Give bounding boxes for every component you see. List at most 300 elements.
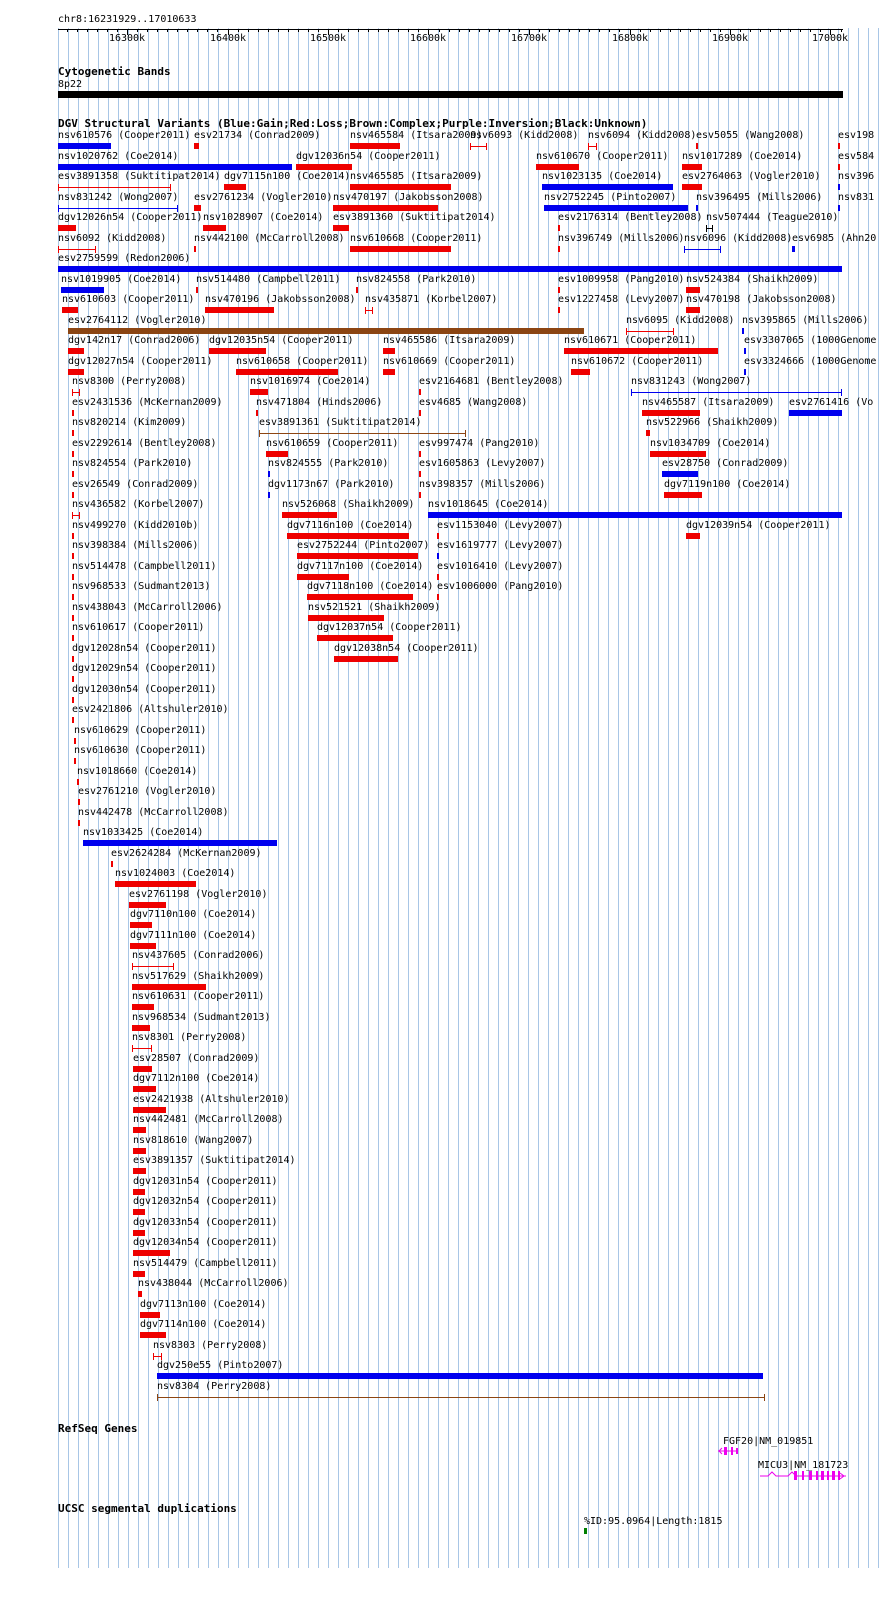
variant-bar[interactable] (419, 410, 421, 416)
variant-label[interactable]: dgv7112n100 (Coe2014) (133, 1073, 260, 1084)
variant-label[interactable]: nsv968533 (Sudmant2013) (72, 581, 211, 592)
variant-bar[interactable] (194, 205, 201, 211)
variant-bar[interactable] (132, 1004, 154, 1010)
variant-bar[interactable] (838, 184, 840, 190)
gene-fgf20-glyph[interactable] (716, 1446, 740, 1456)
variant-bar[interactable] (68, 369, 84, 375)
cytoband-bar[interactable] (58, 91, 843, 98)
variant-label[interactable]: nsv526068 (Shaikh2009) (282, 499, 415, 510)
variant-bar[interactable] (437, 574, 439, 580)
variant-bar[interactable] (682, 164, 702, 170)
variant-bar[interactable] (194, 143, 199, 149)
gene-micu3-glyph[interactable] (758, 1470, 848, 1482)
variant-label[interactable]: esv1006000 (Pang2010) (437, 581, 564, 592)
variant-label[interactable]: nsv514480 (Campbell2011) (196, 274, 341, 285)
variant-bar[interactable] (140, 1332, 166, 1338)
variant-label[interactable]: nsv8301 (Perry2008) (132, 1032, 247, 1043)
variant-bar[interactable] (62, 307, 78, 313)
variant-label[interactable]: nsv442100 (McCarroll2008) (194, 233, 345, 244)
variant-bar[interactable] (111, 861, 113, 867)
variant-bar[interactable] (72, 594, 74, 600)
ruler-minor-tick (117, 29, 118, 32)
variant-label[interactable]: esv2761198 (Vogler2010) (129, 889, 268, 900)
variant-label[interactable]: nsv1028907 (Coe2014) (203, 212, 324, 223)
variant-label[interactable]: nsv818610 (Wang2007) (133, 1135, 254, 1146)
variant-label[interactable]: esv1016410 (Levy2007) (437, 561, 564, 572)
variant-bar[interactable] (296, 164, 352, 170)
variant-label[interactable]: dgv7111n100 (Coe2014) (130, 930, 257, 941)
variant-label[interactable]: esv2421806 (Altshuler2010) (72, 704, 229, 715)
variant-label[interactable]: nsv442478 (McCarroll2008) (78, 807, 229, 818)
variant-label[interactable]: dgv7113n100 (Coe2014) (140, 1299, 267, 1310)
variant-label[interactable]: dgv12028n54 (Cooper2011) (72, 643, 217, 654)
variant-label[interactable]: esv2292614 (Bentley2008) (72, 438, 217, 449)
variant-label[interactable]: nsv1033425 (Coe2014) (83, 827, 204, 838)
variant-span-line[interactable] (58, 208, 178, 209)
variant-bar[interactable] (250, 389, 268, 395)
ruler-minor-tick (459, 29, 460, 32)
ruler-minor-tick (318, 29, 319, 32)
variant-bar[interactable] (157, 1373, 763, 1379)
variant-label[interactable]: nsv396495 (Mills2006) (696, 192, 823, 203)
variant-label[interactable]: nsv442481 (McCarroll2008) (133, 1114, 284, 1125)
track-title-segdup[interactable]: UCSC segmental duplications (58, 1502, 237, 1515)
variant-bar[interactable] (72, 635, 74, 641)
track-title-refseq[interactable]: RefSeq Genes (58, 1422, 138, 1435)
variant-label[interactable]: esv4685 (Wang2008) (419, 397, 528, 408)
variant-label[interactable]: esv28750 (Conrad2009) (662, 458, 789, 469)
variant-label[interactable]: nsv395865 (Mills2006) (742, 315, 869, 326)
variant-bar[interactable] (789, 410, 842, 416)
variant-bar[interactable] (350, 184, 451, 190)
gene-label-micu3[interactable]: MICU3|NM_181723 (758, 1460, 849, 1471)
variant-label[interactable]: esv2431536 (McKernan2009) (72, 397, 223, 408)
variant-label[interactable]: nsv1020762 (Coe2014) (58, 151, 179, 162)
variant-bar[interactable] (536, 164, 579, 170)
variant-bar[interactable] (72, 574, 74, 580)
variant-label[interactable]: nsv610658 (Cooper2011) (236, 356, 369, 367)
variant-bar[interactable] (437, 553, 439, 559)
variant-bar[interactable] (558, 307, 560, 313)
variant-label[interactable]: nsv438043 (McCarroll2006) (72, 602, 223, 613)
track-title-dgv[interactable]: DGV Structural Variants (Blue:Gain;Red:Loss;Brown:Complex;Purple:Inversion;Black:Unknown) (58, 117, 648, 130)
variant-bar[interactable] (564, 348, 718, 354)
variant-label[interactable]: nsv1023135 (Coe2014) (542, 171, 663, 182)
variant-bar[interactable] (61, 287, 104, 293)
variant-label[interactable]: nsv610672 (Cooper2011) (571, 356, 704, 367)
variant-bar[interactable] (356, 287, 358, 293)
variant-label[interactable]: nsv610671 (Cooper2011) (564, 335, 697, 346)
variant-bar[interactable] (542, 184, 673, 190)
variant-label[interactable]: nsv610659 (Cooper2011) (266, 438, 399, 449)
variant-label[interactable]: dgv12027n54 (Cooper2011) (68, 356, 213, 367)
variant-span-line[interactable] (132, 966, 174, 967)
segdup-feature[interactable] (584, 1528, 587, 1534)
variant-bar[interactable] (419, 389, 421, 395)
variant-span-line[interactable] (132, 1048, 152, 1049)
variant-label[interactable]: nsv470198 (Jakobsson2008) (686, 294, 837, 305)
variant-label[interactable]: dgv7116n100 (Coe2014) (287, 520, 414, 531)
variant-label[interactable]: nsv436582 (Korbel2007) (72, 499, 205, 510)
variant-label[interactable]: dgv12036n54 (Cooper2011) (296, 151, 441, 162)
variant-span-line[interactable] (631, 392, 842, 393)
variant-label[interactable]: nsv610603 (Cooper2011) (62, 294, 195, 305)
variant-bar[interactable] (196, 287, 198, 293)
variant-label[interactable]: dgv12039n54 (Cooper2011) (686, 520, 831, 531)
variant-bar[interactable] (350, 246, 451, 252)
variant-bar[interactable] (682, 184, 702, 190)
variant-label[interactable]: nsv1019905 (Coe2014) (61, 274, 182, 285)
ruler-minor-tick (820, 29, 821, 32)
variant-label[interactable]: esv2761210 (Vogler2010) (78, 786, 217, 797)
variant-bar[interactable] (334, 656, 398, 662)
variant-label[interactable]: dgv142n17 (Conrad2006) (68, 335, 201, 346)
variant-bar[interactable] (205, 307, 274, 313)
variant-bar[interactable] (72, 717, 74, 723)
variant-label[interactable]: nsv499270 (Kidd2010b) (72, 520, 199, 531)
variant-bar[interactable] (224, 184, 246, 190)
variant-label[interactable]: esv2752244 (Pinto2007) (297, 540, 430, 551)
variant-bar[interactable] (662, 471, 698, 477)
variant-label[interactable]: nsv610629 (Cooper2011) (74, 725, 207, 736)
variant-label[interactable]: esv3891361 (Suktitipat2014) (259, 417, 422, 428)
variant-label[interactable]: nsv465584 (Itsara2009) (350, 130, 483, 141)
variant-label[interactable]: esv584 (838, 151, 875, 162)
variant-label[interactable]: nsv396 (838, 171, 875, 182)
variant-label[interactable]: esv3324666 (1000Genome (744, 356, 877, 367)
variant-bar[interactable] (419, 451, 421, 457)
variant-label[interactable]: nsv2752245 (Pinto2007) (544, 192, 677, 203)
variant-label[interactable]: dgv7114n100 (Coe2014) (140, 1319, 267, 1330)
grid-line (828, 28, 829, 1568)
variant-label[interactable]: nsv610669 (Cooper2011) (383, 356, 516, 367)
variant-label[interactable]: nsv610630 (Cooper2011) (74, 745, 207, 756)
variant-label[interactable]: nsv6096 (Kidd2008) (684, 233, 793, 244)
variant-bar[interactable] (437, 533, 439, 539)
variant-label[interactable]: nsv507444 (Teague2010) (706, 212, 839, 223)
variant-label[interactable]: nsv6094 (Kidd2008) (588, 130, 697, 141)
variant-bar[interactable] (437, 594, 439, 600)
grid-line (708, 28, 709, 1568)
grid-line (438, 28, 439, 1568)
variant-bar[interactable] (133, 1107, 166, 1113)
variant-bar[interactable] (317, 635, 393, 641)
ruler-minor-tick (278, 29, 279, 32)
variant-label[interactable]: nsv610617 (Cooper2011) (72, 622, 205, 633)
variant-bar[interactable] (209, 348, 266, 354)
variant-label[interactable]: nsv471804 (Hinds2006) (256, 397, 383, 408)
variant-bar[interactable] (307, 594, 413, 600)
variant-label[interactable]: nsv437605 (Conrad2006) (132, 950, 265, 961)
variant-label[interactable]: esv2761416 (Vo (789, 397, 874, 408)
variant-label[interactable]: nsv1016974 (Coe2014) (250, 376, 371, 387)
variant-bar[interactable] (115, 881, 196, 887)
variant-label[interactable]: nsv610631 (Cooper2011) (132, 991, 265, 1002)
variant-label[interactable]: nsv968534 (Sudmant2013) (132, 1012, 271, 1023)
variant-label[interactable]: dgv12034n54 (Cooper2011) (133, 1237, 278, 1248)
variant-label[interactable]: dgv250e55 (Pinto2007) (157, 1360, 284, 1371)
variant-label[interactable]: nsv396749 (Mills2006) (558, 233, 685, 244)
variant-label[interactable]: dgv1173n67 (Park2010) (268, 479, 395, 490)
ruler-minor-tick (619, 29, 620, 32)
grid-line (808, 28, 809, 1568)
variant-bar[interactable] (58, 143, 111, 149)
variant-bar[interactable] (308, 615, 384, 621)
variant-label[interactable]: nsv6092 (Kidd2008) (58, 233, 167, 244)
variant-label[interactable]: esv28507 (Conrad2009) (133, 1053, 260, 1064)
variant-label[interactable]: nsv831243 (Wong2007) (631, 376, 752, 387)
variant-bar[interactable] (132, 984, 206, 990)
variant-bar[interactable] (333, 205, 438, 211)
variant-bar[interactable] (72, 471, 74, 477)
variant-label[interactable]: esv3307065 (1000Genome (744, 335, 877, 346)
variant-label[interactable]: esv2624284 (McKernan2009) (111, 848, 262, 859)
variant-label[interactable]: dgv12030n54 (Cooper2011) (72, 684, 217, 695)
variant-bar[interactable] (383, 348, 395, 354)
variant-label[interactable]: esv2761234 (Vogler2010) (194, 192, 333, 203)
variant-bar[interactable] (686, 287, 700, 293)
variant-label[interactable]: esv2764112 (Vogler2010) (68, 315, 207, 326)
variant-bar[interactable] (58, 225, 76, 231)
variant-bar[interactable] (428, 512, 842, 518)
variant-bar[interactable] (646, 430, 650, 436)
variant-label[interactable]: nsv465585 (Itsara2009) (350, 171, 483, 182)
variant-bar[interactable] (696, 143, 698, 149)
variant-bar[interactable] (742, 328, 744, 334)
variant-bar[interactable] (72, 533, 74, 539)
variant-bar[interactable] (333, 225, 349, 231)
variant-bar[interactable] (686, 307, 700, 313)
variant-label[interactable]: dgv12037n54 (Cooper2011) (317, 622, 462, 633)
variant-label[interactable]: esv3891360 (Suktitipat2014) (333, 212, 496, 223)
variant-label[interactable]: nsv470197 (Jakobsson2008) (333, 192, 484, 203)
variant-span-line[interactable] (470, 146, 487, 147)
variant-bar[interactable] (74, 758, 76, 764)
variant-bar[interactable] (133, 1230, 145, 1236)
variant-label[interactable]: esv997474 (Pang2010) (419, 438, 540, 449)
variant-label[interactable]: esv5055 (Wang2008) (696, 130, 805, 141)
variant-bar[interactable] (133, 1250, 170, 1256)
variant-bar[interactable] (558, 287, 560, 293)
variant-label[interactable]: nsv398384 (Mills2006) (72, 540, 199, 551)
variant-bar[interactable] (129, 902, 166, 908)
variant-bar[interactable] (744, 369, 746, 375)
variant-bar[interactable] (58, 266, 842, 272)
variant-label[interactable]: nsv1024003 (Coe2014) (115, 868, 236, 879)
variant-label[interactable]: nsv831 (838, 192, 875, 203)
segdup-label[interactable]: %ID:95.0964|Length:1815 (584, 1516, 723, 1527)
variant-bar[interactable] (383, 369, 395, 375)
variant-span-line[interactable] (684, 249, 721, 250)
variant-label[interactable]: nsv610576 (Cooper2011) (58, 130, 191, 141)
variant-bar[interactable] (83, 840, 277, 846)
variant-bar[interactable] (558, 246, 560, 252)
variant-span-cap (764, 1394, 765, 1401)
variant-label[interactable]: esv2164681 (Bentley2008) (419, 376, 564, 387)
variant-label[interactable]: esv2759599 (Redon2006) (58, 253, 191, 264)
variant-bar[interactable] (72, 553, 74, 559)
variant-label[interactable]: nsv824558 (Park2010) (356, 274, 477, 285)
variant-label[interactable]: esv1605863 (Levy2007) (419, 458, 546, 469)
variant-bar[interactable] (203, 225, 226, 231)
variant-bar[interactable] (664, 492, 702, 498)
variant-bar[interactable] (138, 1291, 142, 1297)
grid-line (468, 28, 469, 1568)
variant-label[interactable]: esv1153040 (Levy2007) (437, 520, 564, 531)
variant-label[interactable]: nsv6095 (Kidd2008) (626, 315, 735, 326)
variant-label[interactable]: dgv12029n54 (Cooper2011) (72, 663, 217, 674)
variant-bar[interactable] (838, 164, 840, 170)
variant-label[interactable]: nsv521521 (Shaikh2009) (308, 602, 441, 613)
variant-bar[interactable] (287, 533, 409, 539)
variant-label[interactable]: dgv12026n54 (Cooper2011) (58, 212, 203, 223)
variant-bar[interactable] (68, 348, 84, 354)
variant-label[interactable]: nsv831242 (Wong2007) (58, 192, 179, 203)
variant-bar[interactable] (838, 143, 840, 149)
variant-label[interactable]: esv1619777 (Levy2007) (437, 540, 564, 551)
variant-label[interactable]: esv2764063 (Vogler2010) (682, 171, 821, 182)
variant-label[interactable]: dgv7119n100 (Coe2014) (664, 479, 791, 490)
variant-bar[interactable] (686, 533, 700, 539)
variant-label[interactable]: nsv1018660 (Coe2014) (77, 766, 198, 777)
variant-bar[interactable] (133, 1168, 146, 1174)
variant-bar[interactable] (133, 1127, 146, 1133)
variant-bar[interactable] (350, 143, 400, 149)
variant-label[interactable]: nsv610668 (Cooper2011) (350, 233, 483, 244)
variant-bar[interactable] (297, 574, 349, 580)
variant-label[interactable]: dgv12033n54 (Cooper2011) (133, 1217, 278, 1228)
variant-bar[interactable] (72, 676, 74, 682)
variant-bar[interactable] (78, 799, 80, 805)
variant-label[interactable]: nsv517629 (Shaikh2009) (132, 971, 265, 982)
variant-bar[interactable] (72, 697, 74, 703)
variant-bar[interactable] (77, 779, 79, 785)
variant-span-line[interactable] (259, 433, 466, 434)
variant-bar[interactable] (68, 328, 584, 334)
variant-label[interactable]: nsv514478 (Campbell2011) (72, 561, 217, 572)
variant-bar[interactable] (419, 492, 421, 498)
gene-label-fgf20[interactable]: FGF20|NM_019851 (723, 1436, 814, 1447)
variant-label[interactable]: dgv7117n100 (Coe2014) (297, 561, 424, 572)
variant-bar[interactable] (133, 1066, 152, 1072)
variant-label[interactable]: nsv514479 (Campbell2011) (133, 1258, 278, 1269)
variant-label[interactable]: dgv7110n100 (Coe2014) (130, 909, 257, 920)
variant-label[interactable]: esv1009958 (Pang2010) (558, 274, 685, 285)
variant-bar[interactable] (58, 164, 292, 170)
variant-span-line[interactable] (157, 1397, 765, 1398)
variant-label[interactable]: nsv610670 (Cooper2011) (536, 151, 669, 162)
variant-label[interactable]: dgv7118n100 (Coe2014) (307, 581, 434, 592)
variant-label[interactable]: dgv7115n100 (Coe2014) (224, 171, 351, 182)
variant-label[interactable]: dgv12031n54 (Cooper2011) (133, 1176, 278, 1187)
variant-bar[interactable] (133, 1148, 146, 1154)
variant-span-line[interactable] (58, 187, 171, 188)
variant-bar[interactable] (72, 410, 74, 416)
variant-bar[interactable] (236, 369, 338, 375)
variant-bar[interactable] (72, 492, 74, 498)
variant-bar[interactable] (558, 225, 560, 231)
variant-bar[interactable] (744, 348, 746, 354)
variant-label[interactable]: esv3891358 (Suktitipat2014) (58, 171, 221, 182)
variant-bar[interactable] (194, 246, 196, 252)
variant-bar[interactable] (133, 1189, 145, 1195)
variant-label[interactable]: nsv470196 (Jakobsson2008) (205, 294, 356, 305)
variant-label[interactable]: nsv1034709 (Coe2014) (650, 438, 771, 449)
variant-label[interactable]: nsv438044 (McCarroll2006) (138, 1278, 289, 1289)
variant-bar[interactable] (650, 451, 706, 457)
variant-bar[interactable] (78, 820, 80, 826)
variant-bar[interactable] (268, 492, 270, 498)
variant-span-line[interactable] (58, 249, 96, 250)
variant-bar[interactable] (266, 451, 288, 457)
variant-bar[interactable] (133, 1086, 156, 1092)
variant-bar[interactable] (268, 471, 270, 477)
variant-bar[interactable] (419, 471, 421, 477)
variant-label[interactable]: esv198 (838, 130, 875, 141)
variant-bar[interactable] (544, 205, 688, 211)
variant-label[interactable]: nsv465587 (Itsara2009) (642, 397, 775, 408)
variant-bar[interactable] (130, 922, 152, 928)
variant-bar[interactable] (256, 410, 258, 416)
variant-bar[interactable] (571, 369, 590, 375)
variant-label[interactable]: nsv8304 (Perry2008) (157, 1381, 272, 1392)
variant-label[interactable]: esv26549 (Conrad2009) (72, 479, 199, 490)
variant-span-line[interactable] (626, 331, 674, 332)
variant-bar[interactable] (282, 512, 337, 518)
variant-label[interactable]: esv1227458 (Levy2007) (558, 294, 685, 305)
variant-label[interactable]: esv21734 (Conrad2009) (194, 130, 321, 141)
variant-bar[interactable] (297, 553, 418, 559)
variant-bar[interactable] (74, 738, 76, 744)
variant-bar[interactable] (642, 410, 700, 416)
variant-label[interactable]: nsv8303 (Perry2008) (153, 1340, 268, 1351)
variant-bar[interactable] (838, 205, 840, 211)
variant-bar[interactable] (133, 1209, 145, 1215)
variant-bar[interactable] (696, 205, 698, 211)
variant-label[interactable]: nsv398357 (Mills2006) (419, 479, 546, 490)
variant-label[interactable]: dgv12038n54 (Cooper2011) (334, 643, 479, 654)
variant-label[interactable]: nsv820214 (Kim2009) (72, 417, 187, 428)
variant-label[interactable]: nsv824554 (Park2010) (72, 458, 193, 469)
variant-label[interactable]: nsv522966 (Shaikh2009) (646, 417, 779, 428)
variant-label[interactable]: nsv435871 (Korbel2007) (365, 294, 498, 305)
variant-label[interactable]: dgv12032n54 (Cooper2011) (133, 1196, 278, 1207)
variant-label[interactable]: nsv824555 (Park2010) (268, 458, 389, 469)
variant-label[interactable]: nsv6093 (Kidd2008) (470, 130, 579, 141)
variant-bar[interactable] (72, 451, 74, 457)
variant-label[interactable]: esv3891357 (Suktitipat2014) (133, 1155, 296, 1166)
variant-label[interactable]: esv2421938 (Altshuler2010) (133, 1094, 290, 1105)
variant-bar[interactable] (792, 246, 795, 252)
grid-line (388, 28, 389, 1568)
variant-label[interactable]: esv2176314 (Bentley2008) (558, 212, 703, 223)
variant-bar[interactable] (133, 1271, 145, 1277)
variant-label[interactable]: esv6985 (Ahn20 (792, 233, 877, 244)
variant-label[interactable]: nsv1017289 (Coe2014) (682, 151, 803, 162)
variant-label[interactable]: nsv524384 (Shaikh2009) (686, 274, 819, 285)
variant-bar[interactable] (132, 1025, 150, 1031)
track-title-cytogenetic[interactable]: Cytogenetic Bands (58, 65, 171, 78)
variant-bar[interactable] (72, 430, 74, 436)
variant-label[interactable]: dgv12035n54 (Cooper2011) (209, 335, 354, 346)
variant-bar[interactable] (72, 615, 74, 621)
variant-label[interactable]: nsv465586 (Itsara2009) (383, 335, 516, 346)
variant-label[interactable]: nsv1018645 (Coe2014) (428, 499, 549, 510)
variant-bar[interactable] (140, 1312, 160, 1318)
variant-label[interactable]: nsv8300 (Perry2008) (72, 376, 187, 387)
variant-bar[interactable] (130, 943, 156, 949)
variant-bar[interactable] (72, 656, 74, 662)
